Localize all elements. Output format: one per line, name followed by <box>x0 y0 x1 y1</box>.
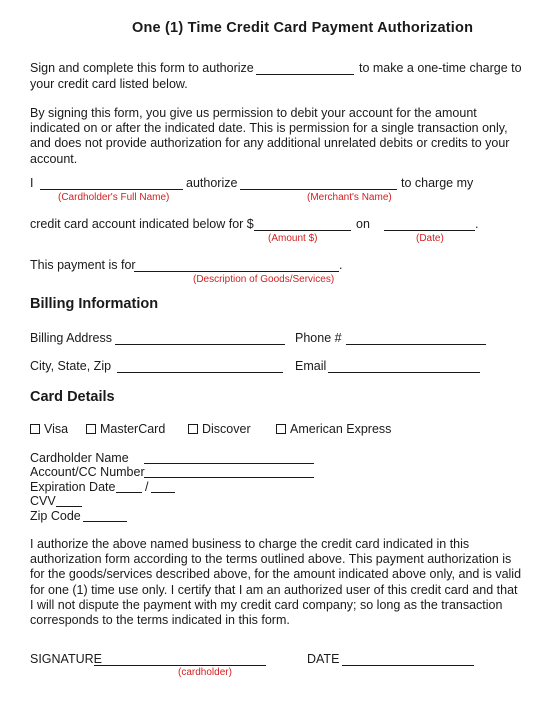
cardholder-name-field[interactable] <box>144 463 314 464</box>
intro-text-line2: your credit card listed below. <box>30 77 188 91</box>
visa-checkbox[interactable] <box>30 424 40 434</box>
card-type-amex[interactable] <box>276 422 391 436</box>
phone-field[interactable] <box>346 344 486 345</box>
email-label: Email <box>295 359 327 373</box>
visa-label: Visa <box>44 422 69 436</box>
account-number-label: Account/CC Number <box>30 465 145 479</box>
intro-text-end: to make a one-time charge to <box>359 61 522 75</box>
zip-code-label: Zip Code <box>30 509 81 523</box>
billing-address-label: Billing Address <box>30 331 112 345</box>
mastercard-checkbox[interactable] <box>86 424 96 434</box>
cvv-label: CVV <box>30 494 56 508</box>
amex-label: American Express <box>290 422 392 436</box>
page-title: One (1) Time Credit Card Payment Authorization <box>132 20 474 36</box>
merchant-name-hint: (Merchant's Name) <box>307 192 392 203</box>
cardholder-name-label: Cardholder Name <box>30 451 129 465</box>
business-name-field[interactable] <box>256 74 354 75</box>
on-label: on <box>356 217 370 231</box>
payment-for-label: This payment is for <box>30 258 136 272</box>
expiration-separator: / <box>145 480 149 494</box>
signature-label: SIGNATURE <box>30 652 102 666</box>
date-label: DATE <box>307 652 340 666</box>
cardholder-name-hint: (Cardholder's Full Name) <box>58 192 170 203</box>
zip-code-field[interactable] <box>83 521 127 522</box>
expiration-date-label: Expiration Date <box>30 480 116 494</box>
card-type-mastercard[interactable] <box>86 422 165 436</box>
cvv-field[interactable] <box>56 506 82 507</box>
merchant-name-field[interactable] <box>240 189 397 190</box>
billing-address-field[interactable] <box>115 344 285 345</box>
phone-label: Phone # <box>295 331 342 345</box>
consent-paragraph: By signing this form, you give us permission to debit your account for the amount indicated on or after the indicated date. This is permission for a single transaction only, and does not provide authorization for any additional unrelated debits or credits to your account. <box>30 106 510 166</box>
payment-line-period: . <box>339 258 343 272</box>
amount-field[interactable] <box>254 230 351 231</box>
to-charge-label: to charge my <box>401 176 474 190</box>
city-state-zip-field[interactable] <box>117 372 283 373</box>
certification-paragraph: I authorize the above named business to charge the credit card indicated in this authorization form according to the terms outlined above. This payment authorization is for the goods/services described above, for the amount indicated above only, and is valid for one (1) time use only. I certify that I am an authorized user of this credit card and that I will not dispute the payment with my credit card company; so long as the transaction corresponds to the terms indicated in this form. <box>30 537 522 628</box>
signature-field[interactable] <box>94 665 266 666</box>
date-hint: (Date) <box>416 233 444 244</box>
amount-hint: (Amount $) <box>268 233 318 244</box>
authorize-label: authorize <box>186 176 238 190</box>
account-number-field[interactable] <box>144 477 314 478</box>
signature-date-field[interactable] <box>342 665 474 666</box>
card-type-discover[interactable] <box>188 422 251 436</box>
intro-text-start: Sign and complete this form to authorize <box>30 61 254 75</box>
goods-description-field[interactable] <box>134 271 339 272</box>
city-state-zip-label: City, State, Zip <box>30 359 112 373</box>
discover-label: Discover <box>202 422 251 436</box>
expiration-month-field[interactable] <box>116 492 142 493</box>
cardholder-full-name-field[interactable] <box>40 189 183 190</box>
email-field[interactable] <box>328 372 480 373</box>
auth-i-label: I <box>30 176 34 190</box>
charge-date-field[interactable] <box>384 230 475 231</box>
card-type-visa[interactable] <box>30 422 68 436</box>
mastercard-label: MasterCard <box>100 422 166 436</box>
signature-hint: (cardholder) <box>178 667 232 678</box>
expiration-year-field[interactable] <box>151 492 175 493</box>
billing-heading: Billing Information <box>30 296 159 312</box>
amount-line-label: credit card account indicated below for $ <box>30 217 254 231</box>
card-details-heading: Card Details <box>30 389 115 405</box>
amount-line-period: . <box>475 217 479 231</box>
discover-checkbox[interactable] <box>188 424 198 434</box>
amex-checkbox[interactable] <box>276 424 286 434</box>
goods-description-hint: (Description of Goods/Services) <box>193 274 335 285</box>
